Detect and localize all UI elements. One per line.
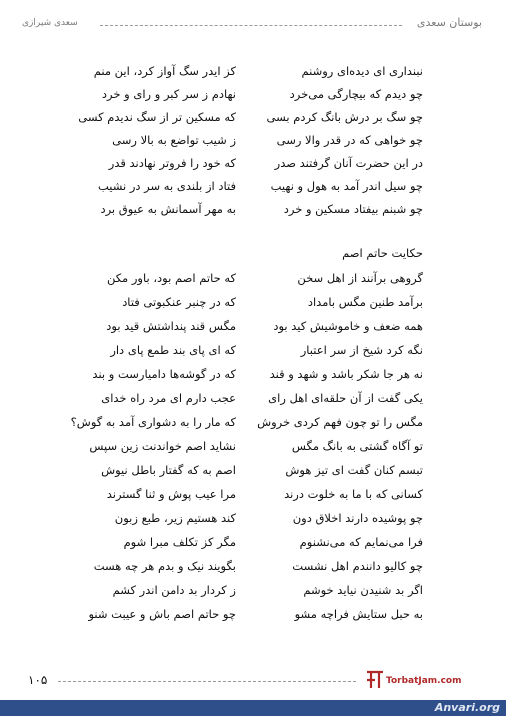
hemistich-right: چو پوشیده دارند اخلاق دون <box>292 511 423 525</box>
hemistich-right: چو کالیو دانندم اهل نشست <box>292 559 423 573</box>
footer-divider <box>58 681 356 682</box>
watermark-text: Anvari.org <box>434 701 500 714</box>
hemistich-left: ز شیب تواضع به بالا رسی <box>112 133 236 147</box>
header-divider <box>100 25 402 26</box>
section-heading: حکایت حاتم اصم <box>342 246 423 260</box>
hemistich-right: اگر بد شنیدن نیاید خوشم <box>303 583 423 597</box>
hemistich-left: چو حاتم اصم باش و عیبت شنو <box>88 607 236 621</box>
hemistich-right: نبنداری ای دیده‌ای روشنم <box>301 64 423 78</box>
hemistich-right: نه هر جا شکر باشد و شهد و قند <box>269 367 423 381</box>
page-number: ۱۰۵ <box>28 673 48 687</box>
hemistich-left: مرا عیب پوش و ثنا گسترند <box>106 487 236 501</box>
hemistich-right: گروهی برآنند از اهل سخن <box>297 271 423 285</box>
hemistich-right: چو دیدم که بیچارگی می‌خرد <box>289 87 423 101</box>
hemistich-left: نشاید اصم خواندنت زین سپس <box>89 439 236 453</box>
hemistich-left: عجب دارم ای مرد راه خدای <box>101 391 236 405</box>
watermark-bar <box>0 700 506 716</box>
hemistich-right: چو سگ بر درش بانگ کردم بسی <box>266 110 423 124</box>
hemistich-right: تو آگاه گشتی به بانگ مگس <box>291 439 423 453</box>
hemistich-left: که مار را به دشواری آمد به گوش؟ <box>70 415 236 429</box>
hemistich-right: برآمد طنین مگس بامداد <box>307 295 423 309</box>
author-name: سعدی شیرازی <box>22 18 78 28</box>
hemistich-left: که مسکین تر از سگ ندیدم کسی <box>78 110 236 124</box>
hemistich-left: اصم به که گفتار باطل نیوش <box>101 463 236 477</box>
logo-text[interactable]: TorbatJam.com <box>386 676 462 686</box>
page-header <box>0 0 506 48</box>
hemistich-left: فتاد از بلندی به سر در نشیب <box>97 179 236 193</box>
hemistich-right: همه ضعف و خاموشیش کید بود <box>273 319 423 333</box>
hemistich-left: که حاتم اصم بود، باور مکن <box>106 271 236 285</box>
hemistich-right: تبسم کنان گفت ای تیز هوش <box>285 463 423 477</box>
hemistich-left: مگر کز تکلف مبرا شوم <box>123 535 236 549</box>
hemistich-left: که در گوشه‌ها دامیارست و بند <box>92 367 236 381</box>
hemistich-left: که خود را فروتر نهادند قدر <box>108 156 236 170</box>
hemistich-right: چو خواهی که در قدر والا رسی <box>276 133 423 147</box>
hemistich-left: کز ایدر سگ آواز کرد، این منم <box>93 64 236 78</box>
hemistich-right: چو شبنم بیفتاد مسکین و خرد <box>283 202 423 216</box>
hemistich-left: مگس قند پنداشتش قید بود <box>106 319 236 333</box>
torbatjam-logo-icon <box>366 670 384 690</box>
hemistich-left: بگویند نیک و بدم هر چه هست <box>93 559 236 573</box>
hemistich-left: نهادم ز سر کبر و رای و خرد <box>101 87 236 101</box>
hemistich-left: کند هستیم زیر، طبع زبون <box>114 511 236 525</box>
hemistich-right: چو سیل اندر آمد به هول و نهیب <box>270 179 423 193</box>
hemistich-right: کسانی که با ما به خلوت درند <box>284 487 423 501</box>
hemistich-left: به مهر آسمانش به عیوق برد <box>100 202 236 216</box>
book-title: بوستان سعدی <box>416 16 482 29</box>
hemistich-right: نگه کرد شیخ از سر اعتبار <box>300 343 423 357</box>
hemistich-left: که ای پای بند طمع پای دار <box>110 343 236 357</box>
hemistich-right: در این حضرت آنان گرفتند صدر <box>274 156 423 170</box>
hemistich-right: فرا می‌نمایم که می‌نشنوم <box>299 535 423 549</box>
hemistich-right: به حبل ستایش فراچه مشو <box>294 607 423 621</box>
hemistich-right: مگس را تو چون فهم کردی خروش <box>257 415 423 429</box>
hemistich-left: ز کردار بد دامن اندر کشم <box>112 583 236 597</box>
hemistich-right: یکی گفت از آن حلقه‌ای اهل رای <box>268 391 423 405</box>
hemistich-left: که در چنبر عنکبوتی فتاد <box>122 295 236 309</box>
